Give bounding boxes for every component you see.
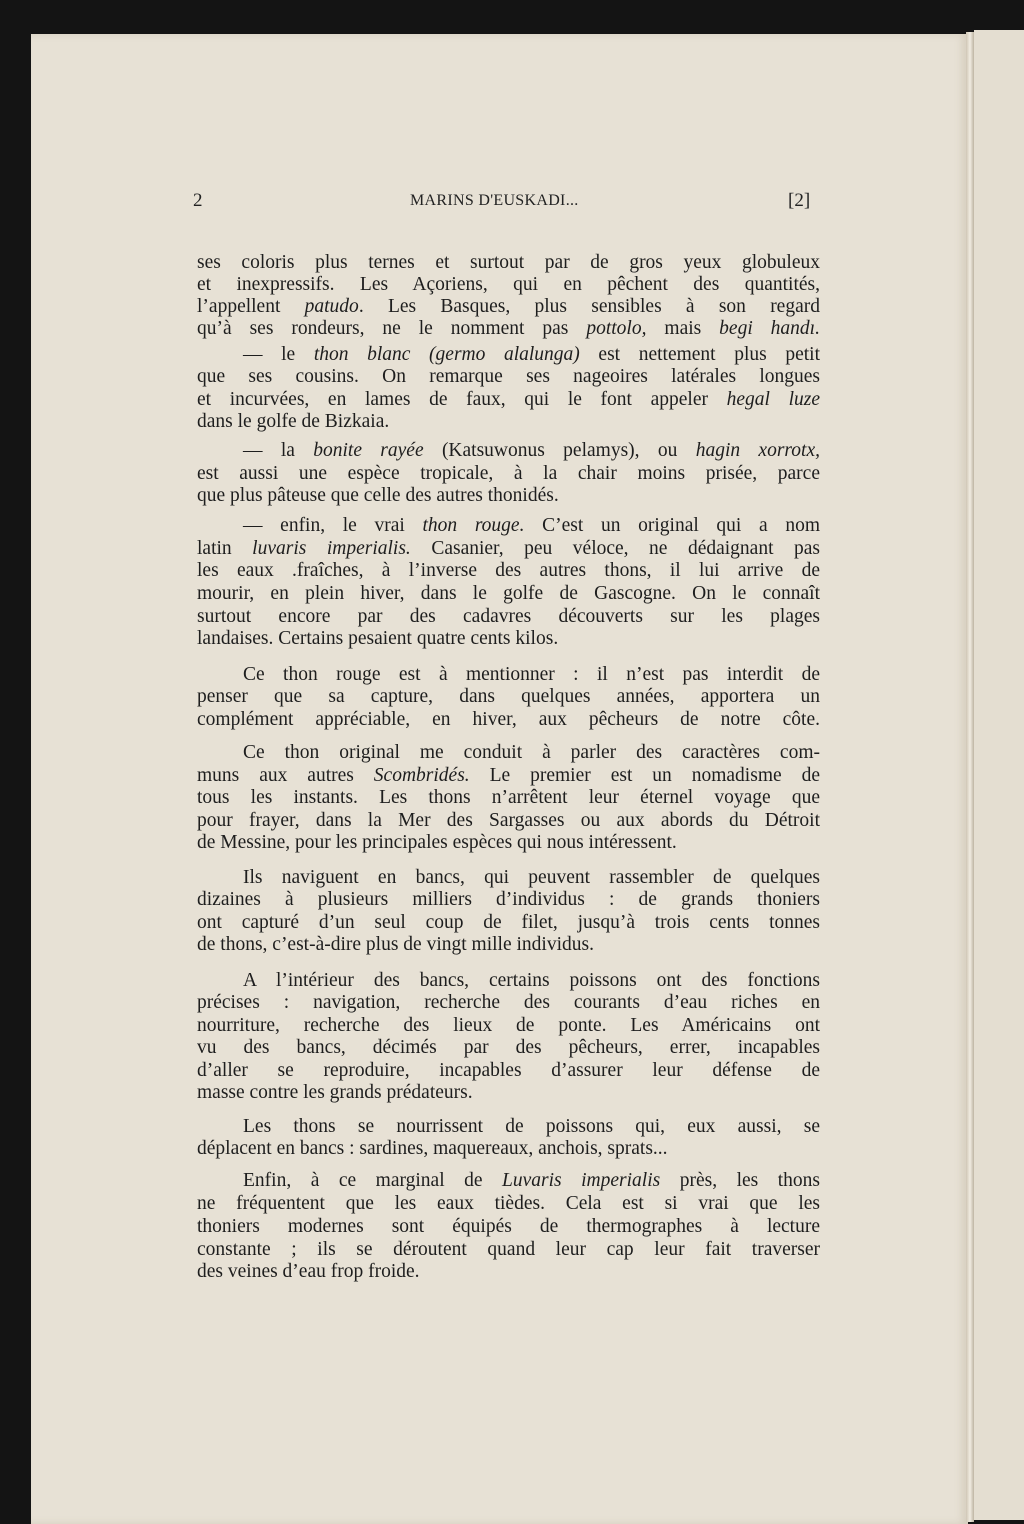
text-line [197, 787, 820, 809]
next-page-edge [974, 30, 1024, 1520]
text-line [197, 810, 820, 832]
text-segment: muns aux autres [197, 765, 374, 786]
text-line [197, 1015, 820, 1037]
text-segment: et incurvées, en lames de faux, qui le font appeler [197, 389, 727, 410]
text-segment: vu des bancs, décimés par des pêcheurs, errer, incapables [197, 1037, 820, 1058]
text-segment: surtout encore par des cadavres découverts sur les plages [197, 606, 820, 627]
text-line [197, 463, 820, 485]
text-line [197, 606, 820, 628]
text-segment: que ses cousins. On remarque ses nageoires latérales longues [197, 366, 820, 387]
text-segment: ont capturé d’un seul coup de filet, jusqu’à trois cents tonnes [197, 912, 820, 933]
text-segment: Ils naviguent en bancs, qui peuvent rassembler de quelques [243, 867, 820, 888]
text-segment: C’est un original qui a nom [524, 515, 820, 536]
text-segment: que plus pâteuse que celle des autres thonidés. [197, 485, 559, 506]
text-segment: mourir, en plein hiver, dans le golfe de Gascogne. On le connaît [197, 583, 820, 604]
text-segment: dizaines à plusieurs milliers d’individus : de grands thoniers [197, 889, 820, 910]
text-line [197, 709, 820, 731]
text-segment: Casanier, peu véloce, ne dédaignant pas [410, 538, 820, 559]
text-line [197, 1193, 820, 1215]
italic-text: hegal luze [726, 389, 820, 410]
text-line [197, 889, 820, 911]
text-line [243, 742, 820, 764]
text-line [197, 686, 820, 708]
text-segment: Ce thon rouge est à mentionner : il n’est pas interdit de [243, 664, 820, 685]
text-line [197, 832, 820, 854]
text-segment: A l’intérieur des bancs, certains poissons ont des fonctions [243, 970, 820, 991]
text-segment: des veines d’eau frop froide. [197, 1261, 420, 1282]
text-segment: de Messine, pour les principales espèces qui nous intéressent. [197, 832, 677, 853]
italic-text: pottolo, [586, 318, 647, 339]
text-line [243, 867, 820, 889]
text-segment: complément appréciable, en hiver, aux pêcheurs de notre côte. [197, 709, 820, 730]
text-line [243, 515, 820, 537]
italic-text: thon blanc (germo alalunga) [313, 344, 580, 365]
text-segment: (Katsuwonus pelamys), ou [423, 440, 696, 461]
italic-text: begi handı. [719, 318, 820, 339]
text-line [243, 1116, 820, 1138]
text-segment: pour frayer, dans la Mer des Sargasses ou aux abords du Détroit [197, 810, 820, 831]
text-line [197, 538, 820, 560]
text-line [197, 628, 820, 650]
italic-text: patudo [304, 296, 359, 317]
text-segment: masse contre les grands prédateurs. [197, 1082, 473, 1103]
italic-text: thon rouge. [422, 515, 525, 536]
text-segment: Le premier est un nomadisme de [469, 765, 820, 786]
text-line [197, 1138, 820, 1160]
text-segment: landaises. Certains pesaient quatre cents kilos. [197, 628, 559, 649]
text-line [197, 912, 820, 934]
text-segment: dans le golfe de Bizkaia. [197, 411, 390, 432]
text-segment: Ce thon original me conduit à parler des caractères com- [243, 742, 820, 763]
text-line [197, 1216, 820, 1238]
text-segment: latin [197, 538, 253, 559]
text-line [243, 344, 820, 366]
text-line [197, 485, 820, 507]
italic-text: luvaris imperialis. [252, 538, 411, 559]
text-segment: qu’à ses rondeurs, ne le nomment pas [197, 318, 587, 339]
text-line [197, 1261, 820, 1283]
text-segment: nourriture, recherche des lieux de ponte. Les Américains ont [197, 1015, 820, 1036]
italic-text: Luvaris imperialis [502, 1170, 661, 1191]
text-segment: et inexpressifs. Les Açoriens, qui en pêchent des quantités, [197, 274, 820, 295]
book-gutter [966, 32, 974, 1522]
text-segment: ses coloris plus ternes et surtout par de gros yeux globuleux [197, 252, 820, 273]
text-segment: de thons, c’est-à-dire plus de vingt mille individus. [197, 934, 594, 955]
text-segment: — la [243, 440, 314, 461]
text-line [197, 934, 820, 956]
text-segment: mais [646, 318, 720, 339]
text-line [197, 411, 820, 433]
text-segment: d’aller se reproduire, incapables d’assurer leur défense de [197, 1060, 820, 1081]
text-line [197, 992, 820, 1014]
text-line [243, 664, 820, 686]
italic-text: hagin xorrotx, [695, 440, 820, 461]
text-line [197, 1239, 820, 1261]
text-segment: est nettement plus petit [579, 344, 820, 365]
section-ref: [2] [788, 190, 811, 211]
text-segment: près, les thons [660, 1170, 820, 1191]
text-segment: — enfin, le vrai [243, 515, 423, 536]
text-segment: Enfin, à ce marginal de [243, 1170, 503, 1191]
italic-text: bonite rayée [313, 440, 424, 461]
text-segment: déplacent en bancs : sardines, maquereaux, anchois, sprats... [197, 1138, 668, 1159]
text-line [197, 366, 820, 388]
text-line [197, 765, 820, 787]
running-title: MARINS D'EUSKADI... [410, 192, 579, 209]
text-line [243, 440, 820, 462]
text-line [197, 1037, 820, 1059]
text-segment: les eaux .fraîches, à l’inverse des autres thons, il lui arrive de [197, 560, 820, 581]
text-line [197, 389, 820, 411]
text-line [197, 583, 820, 605]
text-segment: est aussi une espèce tropicale, à la chair moins prisée, parce [197, 463, 820, 484]
text-line [243, 1170, 820, 1192]
text-segment: l’appellent [197, 296, 305, 317]
text-line [197, 1060, 820, 1082]
page-number: 2 [193, 190, 203, 211]
text-line [197, 252, 820, 274]
running-header [0, 190, 1024, 216]
text-segment: Les thons se nourrissent de poissons qui, eux aussi, se [243, 1116, 820, 1137]
text-segment: constante ; ils se déroutent quand leur cap leur fait traverser [197, 1239, 820, 1260]
text-segment: . Les Basques, plus sensibles à son regard [358, 296, 820, 317]
text-segment: ne fréquentent que les eaux tièdes. Cela est si vrai que les [197, 1193, 820, 1214]
italic-text: Scombridés. [373, 765, 470, 786]
text-segment: tous les instants. Les thons n’arrêtent leur éternel voyage que [197, 787, 820, 808]
text-segment: — le [243, 344, 314, 365]
text-line [243, 970, 820, 992]
text-segment: thoniers modernes sont équipés de thermographes à lecture [197, 1216, 820, 1237]
text-line [197, 1082, 820, 1104]
text-segment: précises : navigation, recherche des courants d’eau riches en [197, 992, 820, 1013]
text-line [197, 296, 820, 318]
text-line [197, 560, 820, 582]
text-segment: penser que sa capture, dans quelques années, apportera un [197, 686, 820, 707]
text-line [197, 274, 820, 296]
text-line [197, 318, 820, 340]
